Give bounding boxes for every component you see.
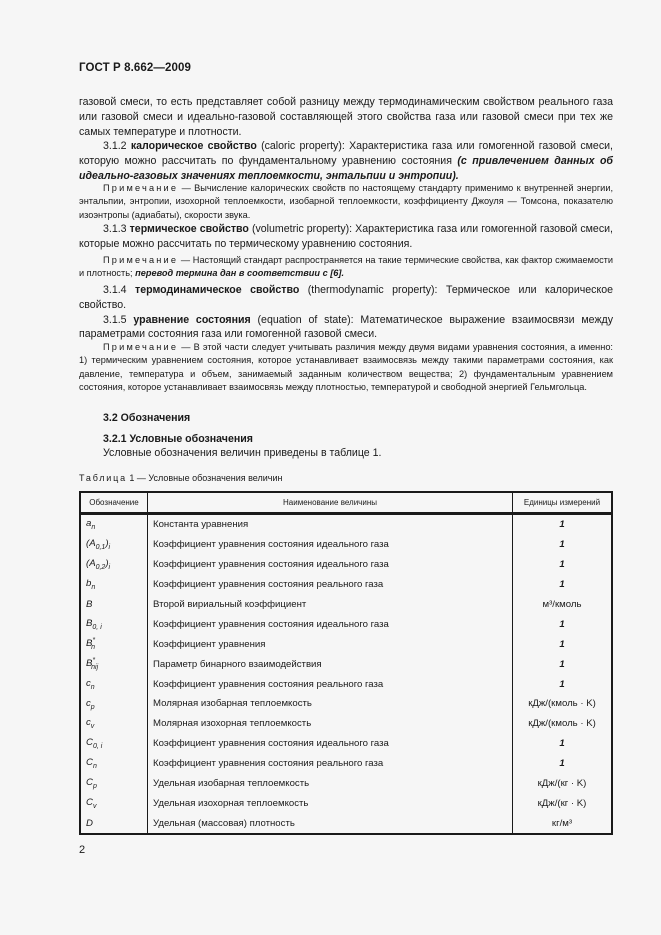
unit-cell: кДж/(кг · K) xyxy=(513,793,613,813)
term: уравнение состояния xyxy=(133,313,251,326)
table-row xyxy=(80,535,612,555)
note-3 xyxy=(79,341,613,395)
table-caption xyxy=(79,473,282,483)
table-row xyxy=(80,754,612,774)
caption-label: Таблица xyxy=(79,473,127,483)
table-row xyxy=(80,575,612,595)
table-header-row xyxy=(80,492,612,514)
quantity-name-cell: Коэффициент уравнения состояния реального газа xyxy=(148,754,513,774)
symbol-cell: $c_v$ xyxy=(86,717,95,731)
paragraph-text: газовой смеси, то есть представляет собой разницу между термодинамическим свойством реального газа или газовой смеси и идеально-газовой составляющей этого свойства газа или газовой смеси при тех же самых температуре и плотности. xyxy=(79,96,613,138)
definition-text: (thermodynamic property): Термическое или калорическое свойство. xyxy=(79,284,613,311)
unit-cell: кДж/(кмоль · K) xyxy=(513,714,613,734)
unit-cell: 1 xyxy=(513,754,613,774)
table-row xyxy=(80,555,612,575)
quantity-name-cell: Параметр бинарного взаимодействия xyxy=(148,654,513,674)
symbol-cell: $a_n$ xyxy=(86,518,96,532)
note-text: — В этой части следует учитывать различия между двумя видами уравнения состояния, а именно: 1) термическим уравнением состояния, которое устанавливает взаимосвязь между такими параметрами состояния, как давление, температура и объем, занимаемый заданным количеством вещества; 2) фундаментальным уравнением состояния, которое устанавливает взаимосвязь между плотностью, температурой и свободной энергией Гельмгольца. xyxy=(79,342,613,393)
unit-cell: кДж/(кг · K) xyxy=(513,774,613,794)
definition-text: (equation of state): Математическое выражение взаимосвязи между параметрами состояния газа или гомогенной газовой смеси. xyxy=(79,313,614,341)
term: термическое свойство xyxy=(129,223,249,235)
caption-text: 1 — Условные обозначения величин xyxy=(126,473,283,483)
symbol-cell: $(A_{0,2})_i$ xyxy=(86,558,111,572)
unit-cell: 1 xyxy=(513,514,613,535)
symbol-cell: $B_{0, i}$ xyxy=(86,617,102,631)
symbol-cell: $C_v$ xyxy=(86,796,97,810)
document-header: ГОСТ Р 8.662—2009 xyxy=(79,62,191,74)
table-row xyxy=(80,734,612,754)
term: термодинамическое свойство xyxy=(135,284,300,296)
bold-italic-insert: перевод термина дан в соответствии с [6]. xyxy=(135,268,345,279)
note-label: Примечание xyxy=(103,183,179,193)
clause-number: 3.1.3 xyxy=(103,223,130,235)
unit-cell: 1 xyxy=(513,575,613,595)
symbol-cell: $c_n$ xyxy=(86,677,95,691)
quantity-name-cell: Коэффициент уравнения состояния реального газа xyxy=(148,674,513,694)
term: калорическое свойство xyxy=(130,140,257,153)
symbol-cell: $b_n$ xyxy=(86,578,96,592)
symbol-cell: $B^*_n$ xyxy=(86,637,96,652)
clause-number: 3.1.2 xyxy=(103,140,131,153)
quantity-name-cell: Молярная изобарная теплоемкость xyxy=(148,694,513,714)
unit-cell: 1 xyxy=(513,535,613,555)
symbol-cell: B xyxy=(86,599,93,610)
paragraph-continuation xyxy=(79,95,613,184)
note-label: Примечание xyxy=(103,342,179,352)
quantity-name-cell: Удельная изохорная теплоемкость xyxy=(148,793,513,813)
page-number: 2 xyxy=(79,844,86,856)
table-body xyxy=(80,514,612,835)
table-row xyxy=(80,694,612,714)
definition-3-1-5 xyxy=(79,313,613,343)
quantity-name-cell: Коэффициент уравнения состояния идеального газа xyxy=(148,734,513,754)
definition-text: (volumetric property): Характеристика газа или гомогенной газовой смеси, которые можно рассчитать по термическому уравнению состояния. xyxy=(79,223,613,250)
quantity-name-cell: Молярная изохорная теплоемкость xyxy=(148,714,513,734)
unit-cell: 1 xyxy=(513,654,613,674)
symbol-cell: $C_{0, i}$ xyxy=(86,737,103,751)
definition-3-1-3 xyxy=(79,222,613,252)
symbol-cell: $c_p$ xyxy=(86,697,95,711)
symbol-cell: D xyxy=(86,817,93,829)
quantity-name-cell: Коэффициент уравнения состояния идеального газа xyxy=(148,535,513,555)
quantity-name-cell: Коэффициент уравнения состояния идеального газа xyxy=(148,555,513,575)
note-1 xyxy=(79,182,613,222)
table-row xyxy=(80,674,612,694)
unit-cell: кг/м³ xyxy=(513,813,613,834)
table-row xyxy=(80,634,612,654)
table-row xyxy=(80,614,612,634)
definition-3-1-4 xyxy=(79,283,613,313)
table-row xyxy=(80,793,612,813)
unit-cell: 1 xyxy=(513,555,613,575)
quantity-name-cell: Удельная (массовая) плотность xyxy=(148,813,513,834)
symbol-cell: $B^*_{nij}$ xyxy=(86,657,99,672)
table-row xyxy=(80,654,612,674)
quantity-name-cell: Коэффициент уравнения xyxy=(148,634,513,654)
table-row xyxy=(80,595,612,615)
table-row xyxy=(80,714,612,734)
definition-3-1-2 xyxy=(79,139,613,183)
column-header-unit: Единицы измерений xyxy=(513,492,613,514)
unit-cell: 1 xyxy=(513,614,613,634)
note-text: — Настоящий стандарт распространяется на такие термические свойства, как фактор сжимаемости и плотность; xyxy=(79,255,613,279)
quantity-name-cell: Второй вириальный коэффициент xyxy=(148,595,513,615)
unit-cell: 1 xyxy=(513,734,613,754)
definition-text: (caloric property): Характеристика газа или гомогенной газовой смеси, которую можно рассчитать по фундаментальному уравнению состояния xyxy=(79,140,613,168)
quantity-name-cell: Коэффициент уравнения состояния реального газа xyxy=(148,575,513,595)
symbols-table xyxy=(79,491,613,835)
section-intro: Условные обозначения величин приведены в таблице 1. xyxy=(103,447,382,459)
quantity-name-cell: Удельная изобарная теплоемкость xyxy=(148,774,513,794)
definitions-3-1-4-5 xyxy=(79,283,613,342)
table-row xyxy=(80,813,612,834)
unit-cell: 1 xyxy=(513,634,613,654)
note-text: — Вычисление калорических свойств по настоящему стандарту применимо к внутренней энергии, энтальпии, энтропии, изохорной теплоемкости, изобарной теплоемкости, коэффициенту Джоуля — Томсона, показателю изоэнтропы (адиабаты), скорости звука. xyxy=(79,183,613,220)
table-row xyxy=(80,774,612,794)
clause-number: 3.1.4 xyxy=(103,284,136,296)
bold-italic-insert: (с привлечением данных об идеально-газовых значениях теплоемкости, энтальпии и энтропии). xyxy=(79,155,613,182)
quantity-name-cell: Константа уравнения xyxy=(148,514,513,535)
clause-number: 3.1.5 xyxy=(103,313,134,326)
table-row xyxy=(80,514,612,535)
note-label: Примечание xyxy=(103,255,179,265)
symbol-cell: $(A_{0,1})_i$ xyxy=(86,538,111,552)
subsection-heading: 3.2.1 Условные обозначения xyxy=(103,433,253,445)
column-header-name: Наименование величины xyxy=(148,492,513,514)
unit-cell: 1 xyxy=(513,674,613,694)
quantity-name-cell: Коэффициент уравнения состояния идеального газа xyxy=(148,614,513,634)
symbol-cell: $C_p$ xyxy=(86,777,97,790)
unit-cell: кДж/(кмоль · K) xyxy=(513,694,613,714)
column-header-symbol: Обозначение xyxy=(80,492,148,514)
unit-cell: м³/кмоль xyxy=(513,595,613,615)
section-heading: 3.2 Обозначения xyxy=(103,412,191,424)
symbol-cell: $C_n$ xyxy=(86,757,97,771)
note-2 xyxy=(79,254,613,281)
